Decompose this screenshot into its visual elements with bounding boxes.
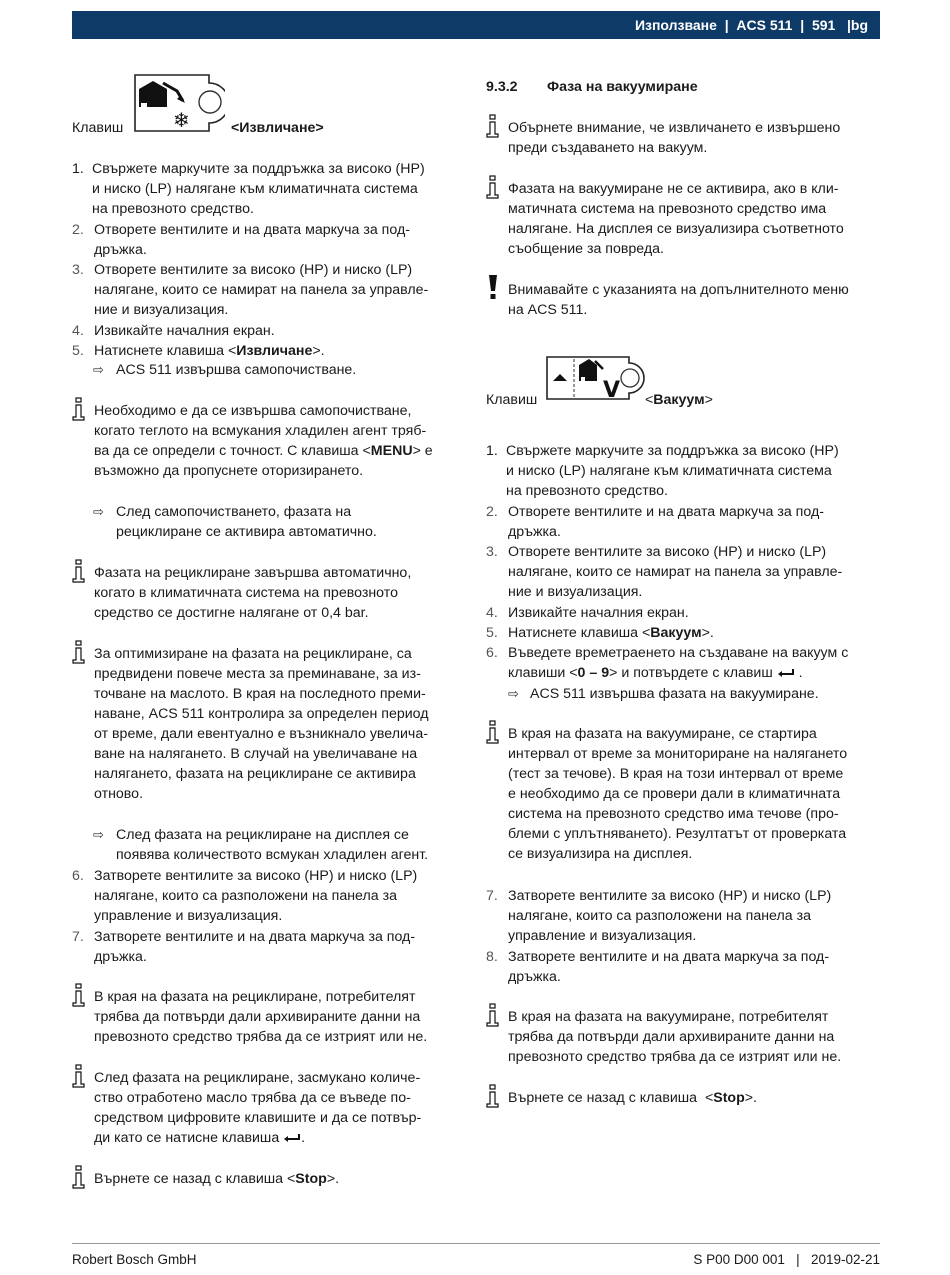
- result-arrow-icon: ⇨: [93, 827, 104, 842]
- info-icon: [72, 983, 86, 1007]
- header-separator: |: [724, 16, 729, 33]
- result-text: ACS 511 извършва фазата на вакуумиране.: [530, 686, 819, 702]
- header-page-number: 591: [811, 16, 836, 33]
- info-icon: [486, 114, 500, 138]
- svg-text:V: V: [603, 378, 621, 401]
- footer-company: Robert Bosch GmbH: [72, 1252, 197, 1267]
- info-icon: [486, 720, 500, 744]
- list-item: 3. Отворете вентилите за високо (HP) и ниско (LP) налягане, които се намират на панела за управле- ние и визуализация.: [486, 544, 843, 600]
- result-arrow-icon: ⇨: [93, 362, 104, 377]
- list-item: 1. Свържете маркучите за поддръжка за високо (HP) и ниско (LP) налягане към климатичната система на превозното средство.: [486, 443, 839, 499]
- header-separator: |: [800, 16, 805, 33]
- footer-doc-info: S P00 D00 001 | 2019-02-21: [693, 1252, 880, 1267]
- header-language: bg: [850, 16, 868, 33]
- key-label: Клавиш: [486, 392, 538, 408]
- note-back: Върнете се назад с клавиша <Stop>.: [508, 1090, 757, 1106]
- list-item: 6. Въведете времетраенето на създаване на вакуум с клавиши <0 – 9> и потвърдете с клавиш .: [486, 645, 849, 681]
- extraction-steps-list-continued: [72, 866, 467, 967]
- note-back: Върнете се назад с клавиша <Stop>.: [94, 1171, 340, 1187]
- vacuum-key-name: <Вакуум>: [645, 392, 713, 408]
- list-item: 1. Свържете маркучите за поддръжка за високо (HP) и ниско (LP) налягане към климатичната система на превозното средство.: [72, 161, 425, 217]
- header-product: ACS 511: [736, 16, 793, 33]
- list-item: 5. Натиснете клавиша <Извличане>.: [72, 343, 325, 359]
- vacuum-key-icon: [545, 355, 645, 401]
- extraction-key-icon: [133, 73, 225, 133]
- warning-icon: [486, 274, 500, 300]
- enter-key-icon: [777, 668, 795, 678]
- svg-text:❄: ❄: [173, 108, 190, 132]
- header-separator: |: [846, 16, 851, 33]
- footer-date: 2019-02-21: [810, 1252, 880, 1267]
- list-item: 8. Затворете вентилите и на двата маркуча за под- дръжка.: [486, 949, 830, 985]
- info-icon: [72, 1064, 86, 1088]
- extraction-steps-list: [72, 159, 467, 361]
- list-item: 4. Извикайте началния екран.: [486, 605, 689, 621]
- header-section: Използване: [634, 16, 717, 33]
- result-arrow-icon: ⇨: [93, 504, 104, 519]
- info-icon: [72, 559, 86, 583]
- result-text: ACS 511 извършва самопочистване.: [116, 362, 357, 378]
- info-icon: [486, 175, 500, 199]
- info-icon: [486, 1003, 500, 1027]
- info-icon: [72, 1165, 86, 1189]
- list-item: 2. Отворете вентилите и на двата маркуча за под- дръжка.: [486, 504, 824, 540]
- info-icon: [72, 397, 86, 421]
- vacuum-steps-list-continued: [486, 886, 886, 987]
- key-label: Клавиш: [72, 120, 124, 136]
- page-header: [72, 11, 880, 39]
- footer-doc-number: S P00 D00 001: [693, 1252, 785, 1267]
- enter-key-icon: [283, 1133, 301, 1143]
- list-item: 7. Затворете вентилите за високо (HP) и ниско (LP) налягане, които са разположени на панела за управление и визуализация.: [486, 888, 832, 944]
- list-item: 5. Натиснете клавиша <Вакуум>.: [486, 625, 714, 641]
- extraction-key-name: <Извличане>: [231, 120, 324, 136]
- info-icon: [72, 640, 86, 664]
- info-icon: [486, 1084, 500, 1108]
- list-item: 2. Отворете вентилите и на двата маркуча за под- дръжка.: [72, 222, 410, 258]
- list-item: 6. Затворете вентилите за високо (HP) и ниско (LP) налягане, които са разположени на панела за управление и визуализация.: [72, 868, 418, 924]
- list-item: 4. Извикайте началния екран.: [72, 323, 275, 339]
- result-arrow-icon: ⇨: [508, 686, 519, 701]
- list-item: 7. Затворете вентилите и на двата маркуча за под- дръжка.: [72, 929, 416, 965]
- section-number: 9.3.2: [486, 79, 518, 95]
- vacuum-steps-list: [486, 441, 886, 683]
- footer-divider: [72, 1243, 880, 1244]
- list-item: 3. Отворете вентилите за високо (HP) и ниско (LP) налягане, които се намират на панела за управле- ние и визуализация.: [72, 262, 429, 318]
- section-title: Фаза на вакуумиране: [547, 79, 698, 95]
